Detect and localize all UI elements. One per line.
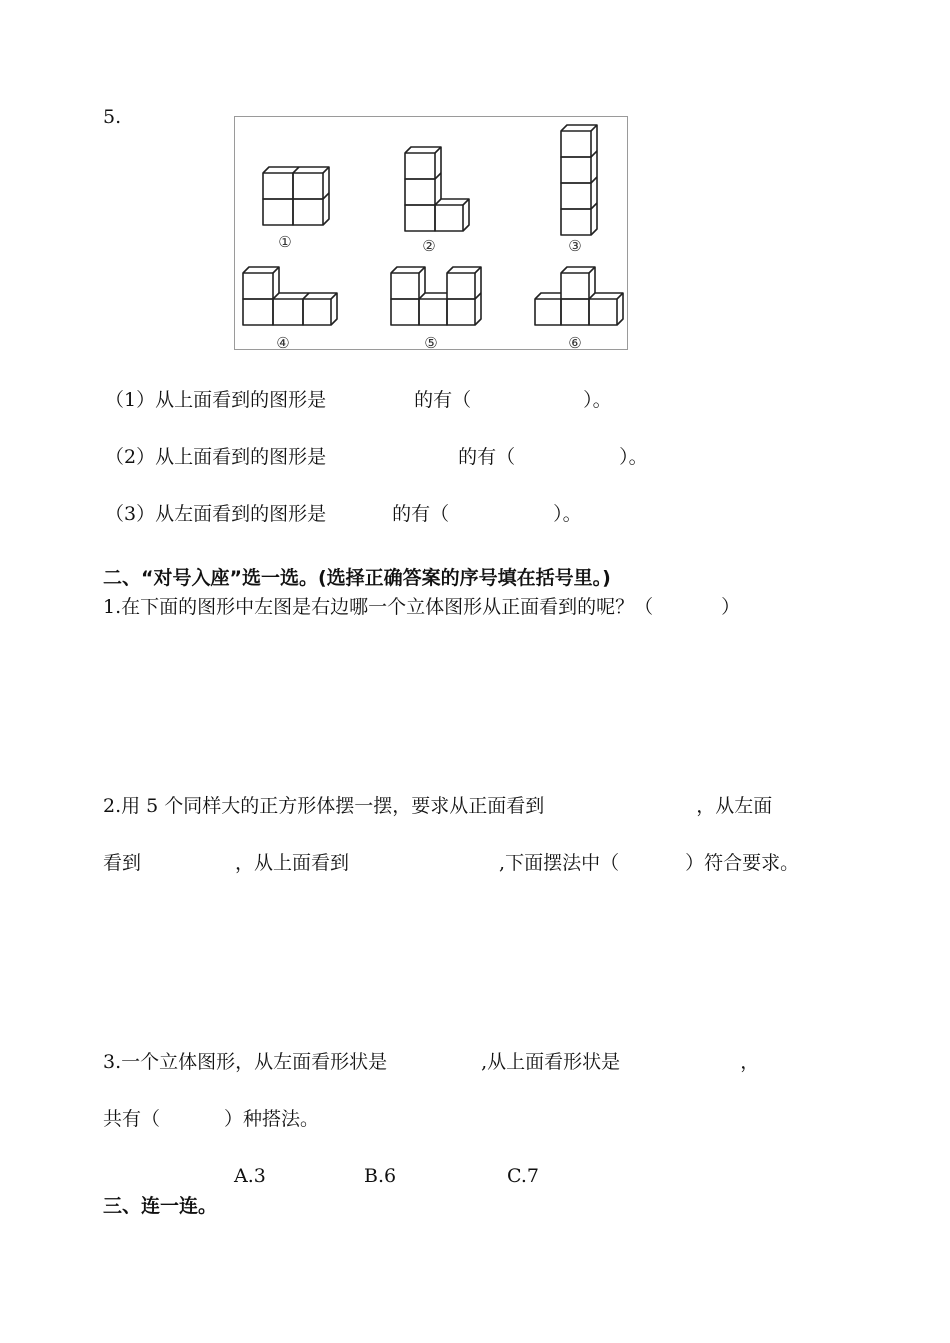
figure-label-3: ③ xyxy=(568,237,582,255)
section-3-heading: 三、连一连。 xyxy=(103,1195,218,1217)
figure-label-4: ④ xyxy=(276,334,290,351)
question-number: 5. xyxy=(103,106,122,128)
section-2-question-1: 1.在下面的图形中左图是右边哪一个立体图形从正面看到的呢？（ ） xyxy=(103,596,741,618)
section-2-question-2-line-1: 2.用 5 个同样大的正方形体摆一摆，要求从正面看到 ，从左面 xyxy=(103,795,773,817)
cube-group-3 xyxy=(561,125,597,235)
cube-arrangements-drawing xyxy=(235,117,629,351)
q5-item-3: （3）从左面看到的图形是 的有（ ）。 xyxy=(105,503,582,525)
option-a[interactable]: A.3 xyxy=(234,1165,266,1187)
q5-item-2: （2）从上面看到的图形是 的有（ ）。 xyxy=(105,446,648,468)
figure-label-1: ① xyxy=(278,233,292,251)
cube-figure xyxy=(234,116,628,350)
cube-group-6 xyxy=(535,267,623,325)
cube-group-1 xyxy=(263,167,329,225)
cube-group-2 xyxy=(405,147,469,231)
cube-group-4 xyxy=(243,267,337,325)
section-2-question-2-line-2: 看到 ，从上面看到 ,下面摆法中（ ）符合要求。 xyxy=(103,852,800,874)
option-b[interactable]: B.6 xyxy=(364,1165,397,1187)
section-2-question-3-line-2: 共有（ ）种搭法。 xyxy=(103,1108,320,1130)
option-c[interactable]: C.7 xyxy=(507,1165,539,1187)
q5-item-1: （1）从上面看到的图形是 的有（ ）。 xyxy=(105,389,612,411)
cube-group-5 xyxy=(391,267,481,325)
section-2-question-3-line-1: 3.一个立体图形，从左面看形状是 ,从上面看形状是 ， xyxy=(103,1051,760,1073)
figure-label-5: ⑤ xyxy=(424,334,438,351)
section-2-heading: 二、“对号入座”选一选。(选择正确答案的序号填在括号里。) xyxy=(103,567,611,589)
figure-label-2: ② xyxy=(422,237,436,255)
figure-label-6: ⑥ xyxy=(568,334,582,351)
